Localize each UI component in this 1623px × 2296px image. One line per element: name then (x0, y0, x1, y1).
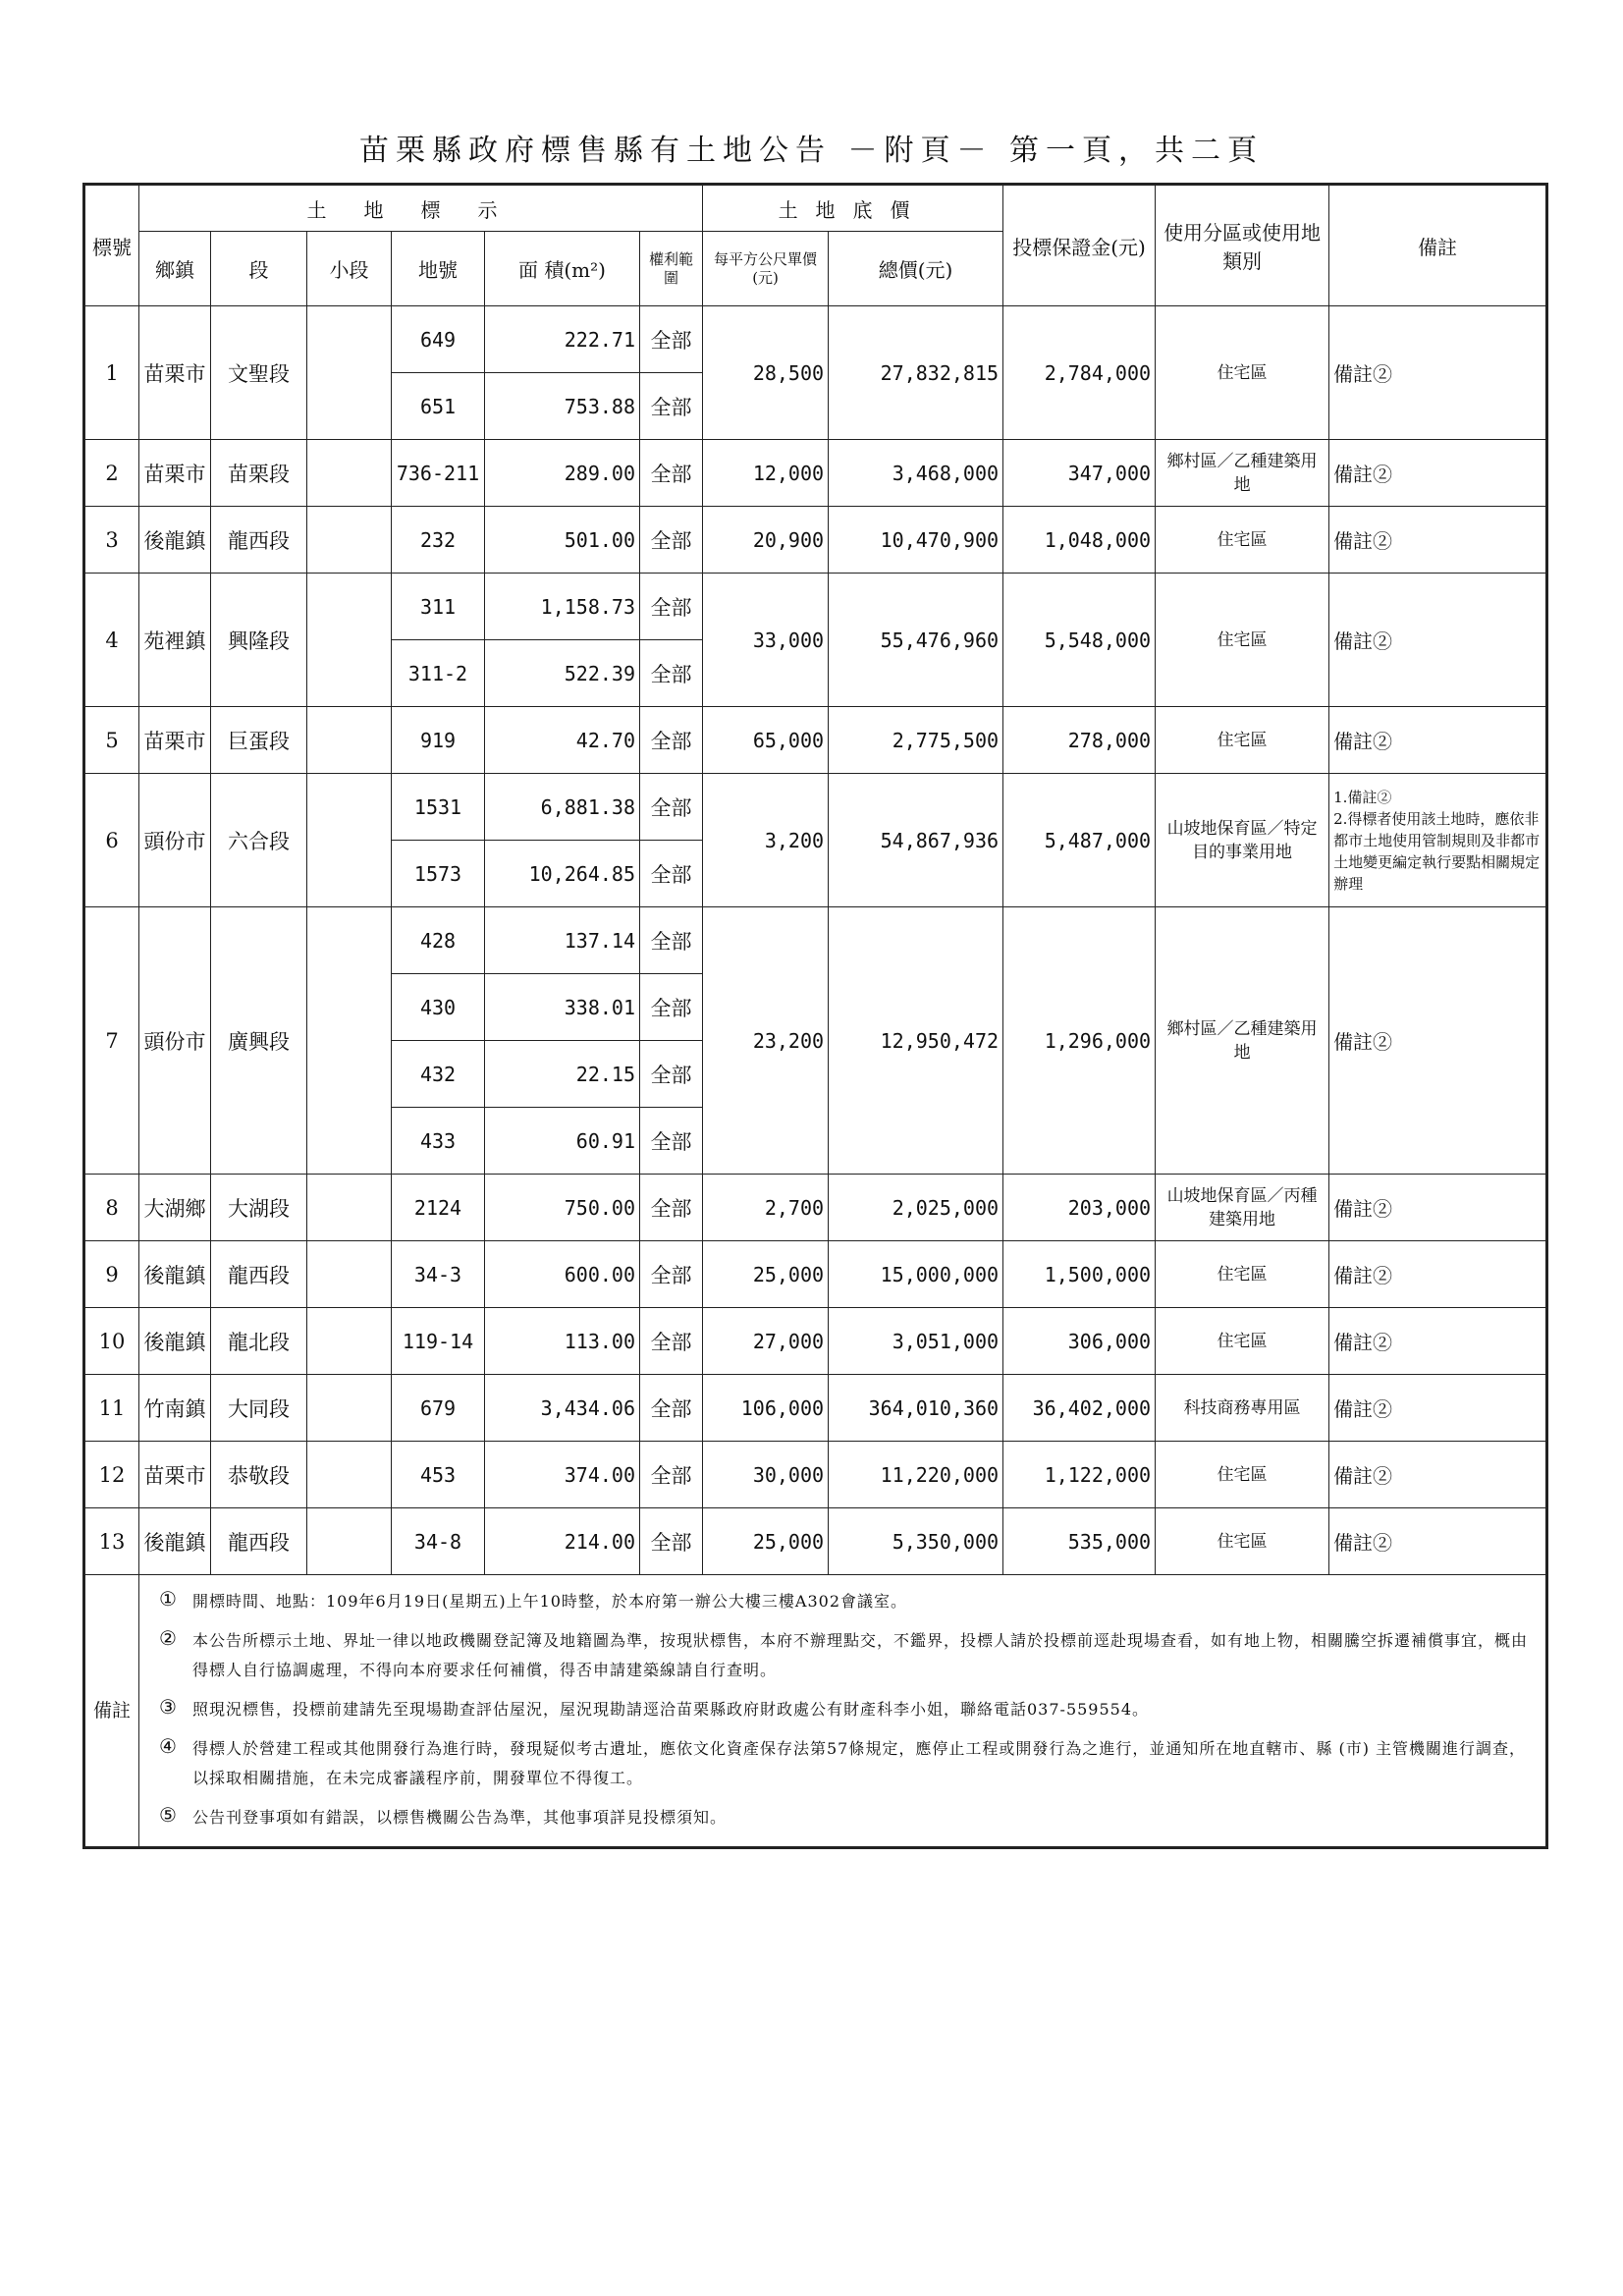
cell-lot: 736-211 (392, 440, 485, 507)
cell-town: 苗栗市 (139, 1442, 211, 1508)
cell-rights: 全部 (640, 974, 703, 1041)
cell-zoning: 山坡地保育區／特定目的事業用地 (1156, 774, 1329, 907)
cell-rights: 全部 (640, 1241, 703, 1308)
header-subsection: 小段 (307, 232, 392, 306)
cell-area: 338.01 (485, 974, 640, 1041)
note-marker: ⑤ (159, 1803, 177, 1827)
cell-section: 苗栗段 (211, 440, 307, 507)
cell-town: 苗栗市 (139, 306, 211, 440)
table-row (84, 574, 1547, 640)
cell-total-price: 2,025,000 (829, 1175, 1003, 1241)
cell-section: 大同段 (211, 1375, 307, 1442)
cell-lot: 433 (392, 1108, 485, 1175)
cell-total-price: 54,867,936 (829, 774, 1003, 907)
cell-deposit: 278,000 (1003, 707, 1156, 774)
header-land-group: 土地標示 (139, 185, 703, 232)
cell-rights: 全部 (640, 774, 703, 841)
cell-area: 501.00 (485, 507, 640, 574)
note-item (143, 1803, 1542, 1832)
cell-no: 7 (84, 907, 139, 1175)
cell-subsection (307, 306, 392, 440)
header-deposit: 投標保證金(元) (1003, 185, 1156, 306)
table-row (84, 1508, 1547, 1575)
cell-deposit: 306,000 (1003, 1308, 1156, 1375)
cell-unit-price: 27,000 (703, 1308, 829, 1375)
cell-no: 2 (84, 440, 139, 507)
header-lot: 地號 (392, 232, 485, 306)
cell-lot: 1573 (392, 841, 485, 907)
cell-no: 9 (84, 1241, 139, 1308)
cell-lot: 311 (392, 574, 485, 640)
cell-zoning: 科技商務專用區 (1156, 1375, 1329, 1442)
cell-zoning: 住宅區 (1156, 507, 1329, 574)
table-row (84, 306, 1547, 373)
cell-area: 6,881.38 (485, 774, 640, 841)
cell-deposit: 1,122,000 (1003, 1442, 1156, 1508)
cell-zoning: 住宅區 (1156, 707, 1329, 774)
cell-section: 巨蛋段 (211, 707, 307, 774)
cell-area: 10,264.85 (485, 841, 640, 907)
cell-lot: 232 (392, 507, 485, 574)
cell-section: 廣興段 (211, 907, 307, 1175)
cell-subsection (307, 1508, 392, 1575)
cell-subsection (307, 1241, 392, 1308)
note-item (143, 1734, 1542, 1793)
cell-no: 11 (84, 1375, 139, 1442)
note-text: 照現況標售，投標前建請先至現場勘查評估屋況，屋況現勘請逕洽苗栗縣政府財政處公有財產科李小姐，聯絡電話037-559554。 (192, 1700, 1150, 1719)
cell-area: 22.15 (485, 1041, 640, 1108)
cell-lot: 34-3 (392, 1241, 485, 1308)
cell-section: 大湖段 (211, 1175, 307, 1241)
cell-no: 6 (84, 774, 139, 907)
cell-total-price: 10,470,900 (829, 507, 1003, 574)
cell-rights: 全部 (640, 306, 703, 373)
cell-lot: 1531 (392, 774, 485, 841)
cell-unit-price: 65,000 (703, 707, 829, 774)
cell-section: 興隆段 (211, 574, 307, 707)
cell-area: 113.00 (485, 1308, 640, 1375)
header-area: 面 積(m²) (485, 232, 640, 306)
table-body (84, 306, 1547, 1575)
cell-subsection (307, 1308, 392, 1375)
cell-subsection (307, 774, 392, 907)
cell-total-price: 364,010,360 (829, 1375, 1003, 1442)
cell-unit-price: 3,200 (703, 774, 829, 907)
cell-unit-price: 25,000 (703, 1241, 829, 1308)
cell-zoning: 住宅區 (1156, 574, 1329, 707)
cell-deposit: 1,500,000 (1003, 1241, 1156, 1308)
cell-rights: 全部 (640, 1442, 703, 1508)
cell-lot: 649 (392, 306, 485, 373)
cell-subsection (307, 1375, 392, 1442)
cell-rights: 全部 (640, 1375, 703, 1442)
cell-no: 5 (84, 707, 139, 774)
cell-section: 龍北段 (211, 1308, 307, 1375)
cell-rights: 全部 (640, 1108, 703, 1175)
cell-no: 10 (84, 1308, 139, 1375)
cell-town: 大湖鄉 (139, 1175, 211, 1241)
cell-town: 頭份市 (139, 774, 211, 907)
table-row (84, 707, 1547, 774)
cell-town: 苑裡鎮 (139, 574, 211, 707)
cell-lot: 919 (392, 707, 485, 774)
cell-remark: 備註② (1329, 1241, 1547, 1308)
cell-lot: 453 (392, 1442, 485, 1508)
table-row (84, 907, 1547, 974)
cell-lot: 311-2 (392, 640, 485, 707)
cell-total-price: 11,220,000 (829, 1442, 1003, 1508)
cell-rights: 全部 (640, 373, 703, 440)
cell-deposit: 36,402,000 (1003, 1375, 1156, 1442)
cell-unit-price: 28,500 (703, 306, 829, 440)
cell-town: 後龍鎮 (139, 1308, 211, 1375)
cell-subsection (307, 1175, 392, 1241)
cell-remark: 備註② (1329, 507, 1547, 574)
cell-rights: 全部 (640, 1308, 703, 1375)
cell-lot: 432 (392, 1041, 485, 1108)
cell-zoning: 住宅區 (1156, 1241, 1329, 1308)
cell-zoning: 鄉村區／乙種建築用地 (1156, 440, 1329, 507)
cell-rights: 全部 (640, 574, 703, 640)
cell-remark: 備註② (1329, 1375, 1547, 1442)
note-text: 得標人於營建工程或其他開發行為進行時，發現疑似考古遺址，應依文化資產保存法第57條規定，應停止工程或開發行為之進行，並通知所在地直轄市、縣 (市) 主管機關進行調查，以採取相關措施，在未完成審議程序前，開發單位不得復工。 (192, 1739, 1527, 1787)
note-item (143, 1587, 1542, 1616)
cell-area: 753.88 (485, 373, 640, 440)
cell-area: 214.00 (485, 1508, 640, 1575)
cell-remark: 備註② (1329, 574, 1547, 707)
note-text: 開標時間、地點：109年6月19日(星期五)上午10時整，於本府第一辦公大樓三樓A302會議室。 (192, 1592, 908, 1611)
cell-lot: 119-14 (392, 1308, 485, 1375)
cell-total-price: 3,051,000 (829, 1308, 1003, 1375)
cell-area: 522.39 (485, 640, 640, 707)
header-price-group: 土地底價 (703, 185, 1003, 232)
cell-remark: 備註② (1329, 1442, 1547, 1508)
header-total-price: 總價(元) (829, 232, 1003, 306)
cell-total-price: 12,950,472 (829, 907, 1003, 1175)
cell-rights: 全部 (640, 707, 703, 774)
note-item (143, 1695, 1542, 1724)
cell-unit-price: 12,000 (703, 440, 829, 507)
cell-unit-price: 2,700 (703, 1175, 829, 1241)
note-marker: ② (159, 1626, 177, 1650)
note-text: 公告刊登事項如有錯誤，以標售機關公告為準，其他事項詳見投標須知。 (192, 1808, 728, 1827)
cell-area: 3,434.06 (485, 1375, 640, 1442)
cell-rights: 全部 (640, 1175, 703, 1241)
cell-no: 8 (84, 1175, 139, 1241)
cell-unit-price: 33,000 (703, 574, 829, 707)
cell-rights: 全部 (640, 640, 703, 707)
cell-deposit: 535,000 (1003, 1508, 1156, 1575)
cell-remark: 1.備註② 2.得標者使用該土地時，應依非都市土地使用管制規則及非都市土地變更編定執行要點相關規定辦理 (1329, 774, 1547, 907)
cell-town: 頭份市 (139, 907, 211, 1175)
table-row (84, 1241, 1547, 1308)
cell-remark: 備註② (1329, 1308, 1547, 1375)
cell-remark: 備註② (1329, 440, 1547, 507)
header-no: 標號 (84, 185, 139, 306)
table-row (84, 1308, 1547, 1375)
cell-unit-price: 20,900 (703, 507, 829, 574)
header-section: 段 (211, 232, 307, 306)
cell-town: 後龍鎮 (139, 1241, 211, 1308)
cell-area: 222.71 (485, 306, 640, 373)
cell-deposit: 1,048,000 (1003, 507, 1156, 574)
header-unit-price: 每平方公尺單價(元) (703, 232, 829, 306)
note-text: 本公告所標示土地、界址一律以地政機關登記簿及地籍圖為準，按現狀標售，本府不辦理點交，不鑑界，投標人請於投標前逕赴現場查看，如有地上物，相關騰空拆遷補償事宜，概由得標人自行協調處理，不得向本府要求任何補償，得否申請建築線請自行查明。 (192, 1631, 1529, 1679)
cell-zoning: 鄉村區／乙種建築用地 (1156, 907, 1329, 1175)
cell-no: 3 (84, 507, 139, 574)
note-marker: ④ (159, 1734, 177, 1758)
cell-total-price: 3,468,000 (829, 440, 1003, 507)
cell-town: 苗栗市 (139, 440, 211, 507)
header-rights: 權利範圍 (640, 232, 703, 306)
cell-total-price: 5,350,000 (829, 1508, 1003, 1575)
cell-no: 13 (84, 1508, 139, 1575)
cell-total-price: 27,832,815 (829, 306, 1003, 440)
cell-subsection (307, 507, 392, 574)
cell-total-price: 15,000,000 (829, 1241, 1003, 1308)
cell-lot: 34-8 (392, 1508, 485, 1575)
cell-section: 龍西段 (211, 507, 307, 574)
cell-section: 龍西段 (211, 1241, 307, 1308)
note-item (143, 1626, 1542, 1685)
cell-rights: 全部 (640, 1041, 703, 1108)
cell-section: 六合段 (211, 774, 307, 907)
cell-area: 60.91 (485, 1108, 640, 1175)
cell-remark: 備註② (1329, 1508, 1547, 1575)
cell-section: 文聖段 (211, 306, 307, 440)
cell-zoning: 住宅區 (1156, 306, 1329, 440)
cell-lot: 679 (392, 1375, 485, 1442)
cell-town: 後龍鎮 (139, 1508, 211, 1575)
cell-unit-price: 106,000 (703, 1375, 829, 1442)
cell-remark: 備註② (1329, 707, 1547, 774)
cell-area: 137.14 (485, 907, 640, 974)
note-marker: ③ (159, 1695, 177, 1719)
cell-subsection (307, 707, 392, 774)
cell-no: 4 (84, 574, 139, 707)
table-row (84, 774, 1547, 841)
cell-unit-price: 25,000 (703, 1508, 829, 1575)
cell-zoning: 住宅區 (1156, 1442, 1329, 1508)
cell-town: 後龍鎮 (139, 507, 211, 574)
table-row (84, 1175, 1547, 1241)
cell-rights: 全部 (640, 1508, 703, 1575)
cell-deposit: 2,784,000 (1003, 306, 1156, 440)
header-town: 鄉鎮 (139, 232, 211, 306)
cell-unit-price: 23,200 (703, 907, 829, 1175)
cell-area: 289.00 (485, 440, 640, 507)
notes-label: 備註 (84, 1575, 139, 1848)
cell-remark: 備註② (1329, 1175, 1547, 1241)
note-marker: ① (159, 1587, 177, 1611)
cell-zoning: 住宅區 (1156, 1308, 1329, 1375)
table-row (84, 507, 1547, 574)
cell-area: 374.00 (485, 1442, 640, 1508)
cell-section: 恭敬段 (211, 1442, 307, 1508)
header-remark: 備註 (1329, 185, 1547, 306)
cell-deposit: 5,548,000 (1003, 574, 1156, 707)
table-row (84, 1375, 1547, 1442)
table-row (84, 1442, 1547, 1508)
cell-rights: 全部 (640, 440, 703, 507)
cell-area: 42.70 (485, 707, 640, 774)
cell-lot: 2124 (392, 1175, 485, 1241)
cell-subsection (307, 440, 392, 507)
cell-zoning: 住宅區 (1156, 1508, 1329, 1575)
cell-deposit: 1,296,000 (1003, 907, 1156, 1175)
cell-section: 龍西段 (211, 1508, 307, 1575)
cell-rights: 全部 (640, 841, 703, 907)
cell-subsection (307, 907, 392, 1175)
cell-unit-price: 30,000 (703, 1442, 829, 1508)
cell-deposit: 347,000 (1003, 440, 1156, 507)
cell-area: 1,158.73 (485, 574, 640, 640)
cell-town: 竹南鎮 (139, 1375, 211, 1442)
notes-list (139, 1575, 1547, 1848)
cell-lot: 430 (392, 974, 485, 1041)
cell-town: 苗栗市 (139, 707, 211, 774)
land-sale-table (82, 183, 1548, 1849)
cell-deposit: 203,000 (1003, 1175, 1156, 1241)
cell-remark: 備註② (1329, 306, 1547, 440)
table-row (84, 440, 1547, 507)
cell-area: 600.00 (485, 1241, 640, 1308)
cell-total-price: 2,775,500 (829, 707, 1003, 774)
cell-zoning: 山坡地保育區／丙種建築用地 (1156, 1175, 1329, 1241)
page-title: 苗栗縣政府標售縣有土地公告 －附頁－ 第一頁，共二頁 (358, 134, 1265, 168)
cell-rights: 全部 (640, 507, 703, 574)
cell-lot: 428 (392, 907, 485, 974)
header-zoning: 使用分區或使用地類別 (1156, 185, 1329, 306)
cell-rights: 全部 (640, 907, 703, 974)
cell-no: 1 (84, 306, 139, 440)
cell-lot: 651 (392, 373, 485, 440)
cell-deposit: 5,487,000 (1003, 774, 1156, 907)
cell-subsection (307, 574, 392, 707)
cell-subsection (307, 1442, 392, 1508)
cell-remark: 備註② (1329, 907, 1547, 1175)
cell-area: 750.00 (485, 1175, 640, 1241)
cell-total-price: 55,476,960 (829, 574, 1003, 707)
cell-no: 12 (84, 1442, 139, 1508)
